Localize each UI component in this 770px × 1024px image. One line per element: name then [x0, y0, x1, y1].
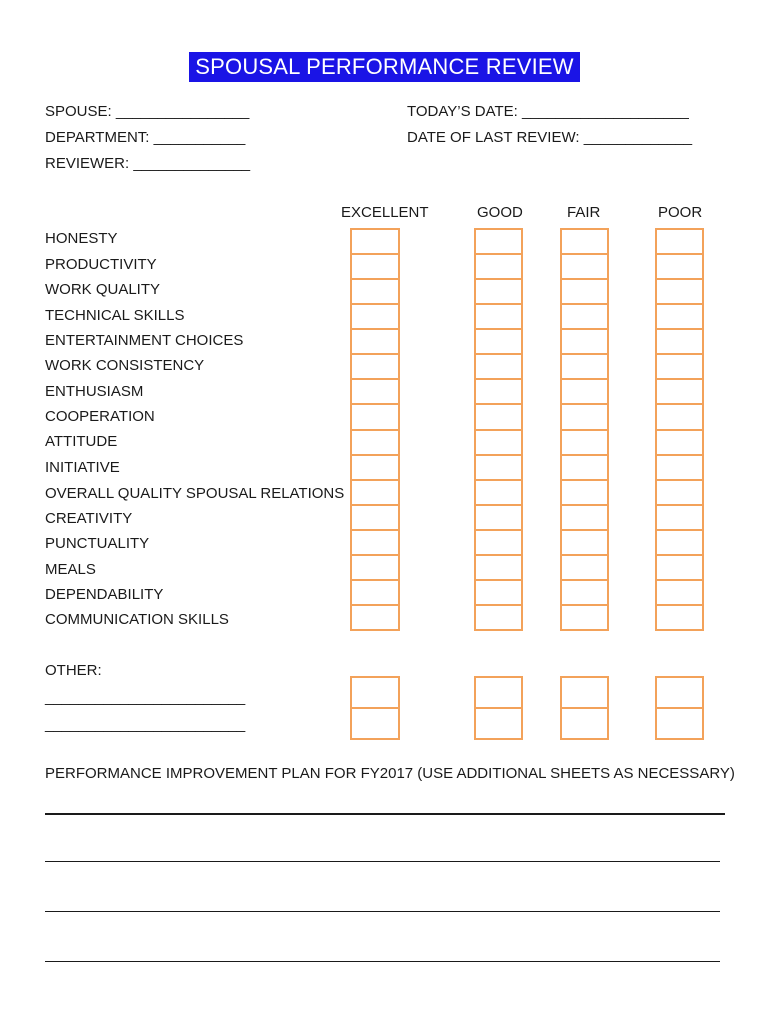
other-checkbox-fair[interactable]	[560, 707, 609, 740]
rating-checkbox-fair[interactable]	[560, 454, 609, 481]
rating-checkbox-good[interactable]	[474, 504, 523, 531]
rating-checkbox-poor[interactable]	[655, 554, 704, 581]
rating-checkbox-good[interactable]	[474, 454, 523, 481]
rating-checkbox-fair[interactable]	[560, 429, 609, 456]
criterion-label: WORK QUALITY	[45, 281, 161, 298]
rating-checkbox-fair[interactable]	[560, 378, 609, 405]
rating-checkbox-good[interactable]	[474, 403, 523, 430]
rating-checkbox-fair[interactable]	[560, 278, 609, 305]
criterion-label: TECHNICAL SKILLS	[45, 307, 185, 324]
spouse-field[interactable]: SPOUSE: ________________	[45, 103, 250, 120]
other-checkbox-excellent[interactable]	[350, 676, 400, 709]
other-checkbox-good[interactable]	[474, 707, 523, 740]
rating-checkbox-excellent[interactable]	[350, 504, 400, 531]
criterion-label: INITIATIVE	[45, 459, 120, 476]
other-checkbox-good[interactable]	[474, 676, 523, 709]
rating-checkbox-poor[interactable]	[655, 403, 704, 430]
other-checkbox-excellent[interactable]	[350, 707, 400, 740]
rating-checkbox-poor[interactable]	[655, 579, 704, 606]
rating-checkbox-poor[interactable]	[655, 604, 704, 631]
criterion-label: ATTITUDE	[45, 433, 118, 450]
rating-checkbox-poor[interactable]	[655, 529, 704, 556]
rating-checkbox-fair[interactable]	[560, 228, 609, 255]
criterion-label: MEALS	[45, 561, 96, 578]
rating-checkbox-fair[interactable]	[560, 604, 609, 631]
department-field[interactable]: DEPARTMENT: ___________	[45, 129, 246, 146]
rating-checkbox-fair[interactable]	[560, 303, 609, 330]
rating-checkbox-poor[interactable]	[655, 454, 704, 481]
rating-checkbox-good[interactable]	[474, 353, 523, 380]
other-label: OTHER:	[45, 662, 102, 679]
rating-checkbox-poor[interactable]	[655, 328, 704, 355]
other-checkbox-poor[interactable]	[655, 707, 704, 740]
rating-checkbox-excellent[interactable]	[350, 253, 400, 280]
rating-checkbox-good[interactable]	[474, 479, 523, 506]
other-line-1[interactable]: ________________________	[45, 689, 246, 706]
rating-checkbox-poor[interactable]	[655, 504, 704, 531]
column-header-poor: POOR	[658, 204, 703, 221]
rating-checkbox-fair[interactable]	[560, 504, 609, 531]
rating-checkbox-fair[interactable]	[560, 253, 609, 280]
rating-checkbox-fair[interactable]	[560, 529, 609, 556]
improvement-plan-label: PERFORMANCE IMPROVEMENT PLAN FOR FY2017 (USE ADDITIONAL SHEETS AS NECESSARY)	[45, 765, 735, 782]
column-header-fair: FAIR	[567, 204, 601, 221]
reviewer-field[interactable]: REVIEWER: ______________	[45, 155, 251, 172]
other-checkbox-poor[interactable]	[655, 676, 704, 709]
criterion-label: COMMUNICATION SKILLS	[45, 611, 229, 628]
rating-checkbox-excellent[interactable]	[350, 228, 400, 255]
rating-checkbox-good[interactable]	[474, 429, 523, 456]
criterion-label: OVERALL QUALITY SPOUSAL RELATIONS	[45, 485, 345, 502]
divider-rule	[45, 813, 725, 815]
rating-checkbox-fair[interactable]	[560, 403, 609, 430]
rating-checkbox-poor[interactable]	[655, 278, 704, 305]
rating-checkbox-good[interactable]	[474, 303, 523, 330]
rating-checkbox-poor[interactable]	[655, 303, 704, 330]
criterion-label: DEPENDABILITY	[45, 586, 164, 603]
rating-checkbox-excellent[interactable]	[350, 278, 400, 305]
criterion-label: PRODUCTIVITY	[45, 256, 157, 273]
improvement-plan-line[interactable]	[45, 911, 720, 912]
rating-checkbox-good[interactable]	[474, 529, 523, 556]
rating-checkbox-good[interactable]	[474, 378, 523, 405]
rating-checkbox-excellent[interactable]	[350, 303, 400, 330]
rating-checkbox-good[interactable]	[474, 554, 523, 581]
rating-checkbox-good[interactable]	[474, 328, 523, 355]
column-header-excellent: EXCELLENT	[341, 204, 429, 221]
rating-checkbox-excellent[interactable]	[350, 328, 400, 355]
rating-checkbox-excellent[interactable]	[350, 353, 400, 380]
rating-checkbox-poor[interactable]	[655, 429, 704, 456]
date-of-last-review-field[interactable]: DATE OF LAST REVIEW: _____________	[407, 129, 693, 146]
criterion-label: ENTHUSIASM	[45, 383, 144, 400]
improvement-plan-line[interactable]	[45, 861, 720, 862]
todays-date-field[interactable]: TODAY’S DATE: ____________________	[407, 103, 689, 120]
rating-checkbox-poor[interactable]	[655, 228, 704, 255]
criterion-label: ENTERTAINMENT CHOICES	[45, 332, 244, 349]
rating-checkbox-excellent[interactable]	[350, 479, 400, 506]
rating-checkbox-excellent[interactable]	[350, 454, 400, 481]
improvement-plan-line[interactable]	[45, 961, 720, 962]
page-title: SPOUSAL PERFORMANCE REVIEW	[189, 52, 580, 82]
rating-checkbox-fair[interactable]	[560, 579, 609, 606]
rating-checkbox-excellent[interactable]	[350, 604, 400, 631]
column-header-good: GOOD	[477, 204, 523, 221]
criterion-label: COOPERATION	[45, 408, 155, 425]
rating-checkbox-excellent[interactable]	[350, 378, 400, 405]
rating-checkbox-fair[interactable]	[560, 479, 609, 506]
other-checkbox-fair[interactable]	[560, 676, 609, 709]
rating-checkbox-good[interactable]	[474, 278, 523, 305]
rating-checkbox-excellent[interactable]	[350, 403, 400, 430]
rating-checkbox-poor[interactable]	[655, 253, 704, 280]
criterion-label: WORK CONSISTENCY	[45, 357, 205, 374]
rating-checkbox-excellent[interactable]	[350, 554, 400, 581]
rating-checkbox-excellent[interactable]	[350, 579, 400, 606]
rating-checkbox-good[interactable]	[474, 228, 523, 255]
rating-checkbox-good[interactable]	[474, 604, 523, 631]
criterion-label: PUNCTUALITY	[45, 535, 150, 552]
rating-checkbox-poor[interactable]	[655, 353, 704, 380]
criterion-label: HONESTY	[45, 230, 118, 247]
rating-checkbox-fair[interactable]	[560, 554, 609, 581]
rating-checkbox-good[interactable]	[474, 579, 523, 606]
rating-checkbox-poor[interactable]	[655, 378, 704, 405]
other-line-2[interactable]: ________________________	[45, 716, 246, 733]
rating-checkbox-good[interactable]	[474, 253, 523, 280]
rating-checkbox-excellent[interactable]	[350, 429, 400, 456]
criterion-label: CREATIVITY	[45, 510, 133, 527]
rating-checkbox-poor[interactable]	[655, 479, 704, 506]
rating-checkbox-excellent[interactable]	[350, 529, 400, 556]
rating-checkbox-fair[interactable]	[560, 328, 609, 355]
rating-checkbox-fair[interactable]	[560, 353, 609, 380]
